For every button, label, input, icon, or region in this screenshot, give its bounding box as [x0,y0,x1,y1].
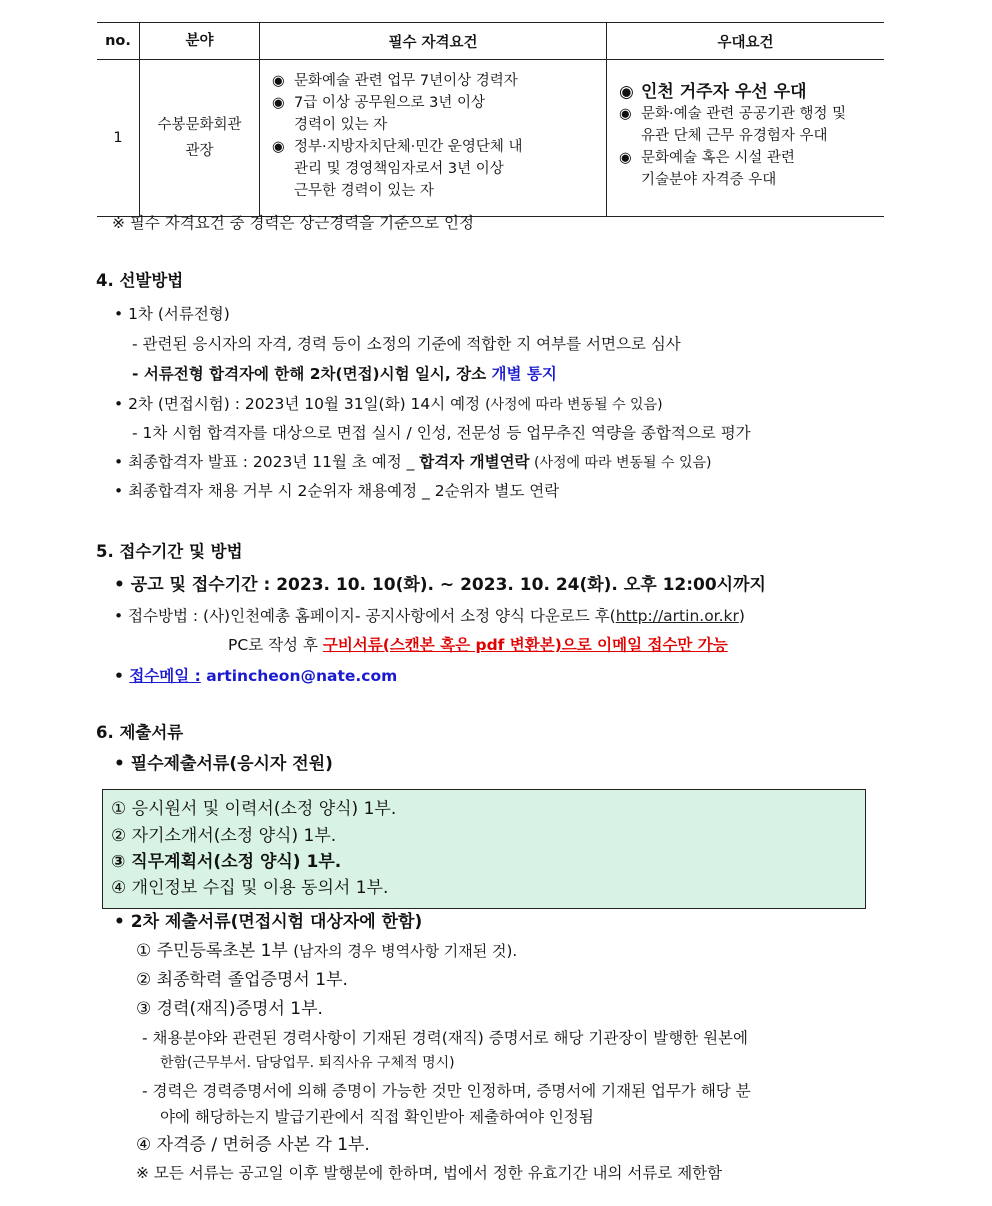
final-contact: 합격자 개별연락 [419,453,530,471]
bullet-icon: ◉ [272,73,285,89]
email-only-notice: 구비서류(스캔본 혹은 pdf 변환본)으로 이메일 접수만 가능 [322,636,728,654]
application-email [114,665,397,687]
preferred-text: 기술분야 자격증 우대 [641,172,777,188]
bullet-icon: ◉ [272,95,285,111]
bullet-icon: ◉ [272,139,285,155]
final-text: • 최종합격자 발표 : 2023년 11월 초 예정 _ [114,453,420,471]
required-doc-1: ① 응시원서 및 이력서(소정 양식) 1부. [111,799,397,819]
required-text: 관리 및 경영책임자로서 3년 이상 [294,161,504,177]
required-text: 경력이 있는 자 [294,117,388,133]
round1-detail-2-text: - 서류전형 합격자에 한해 2차(면접)시험 일시, 장소 [132,365,492,383]
second-doc-3-detail-2b: 야에 해당하는지 발급기관에서 직접 확인받아 제출하여야 인정됨 [160,1108,594,1126]
required-item-2 [272,92,600,136]
header-field: 분야 [140,23,260,60]
required-docs-box [102,789,866,909]
preferred-text: 문화예술 혹은 시설 관련 [641,150,795,166]
required-docs-title: • 필수제출서류(응시자 전원) [114,754,333,774]
second-doc-1-note: (남자의 경우 병역사항 기재된 것). [293,942,518,960]
second-doc-1 [136,940,517,962]
mail-label: 접수메일 : [129,667,201,685]
artin-link[interactable]: http://artin.or.kr [615,607,739,625]
cell-no: 1 [97,60,140,217]
required-doc-3: ③ 직무계획서(소정 양식) 1부. [111,852,342,872]
required-text: 문화예술 관련 업무 7년이상 경력자 [294,73,518,89]
preferred-item-2 [619,103,878,147]
cell-required [260,60,607,217]
field-line1: 수봉문화회관 [157,117,242,133]
required-item-1 [272,70,600,92]
required-doc-2: ② 자기소개서(소정 양식) 1부. [111,826,337,846]
header-required: 필수 자격요건 [260,23,607,60]
round2-detail: - 1차 시험 합격자를 대상으로 면접 실시 / 인성, 전문성 등 업무추진 역량을 종합적으로 평가 [132,424,751,442]
table-row [97,60,884,217]
required-text: 7급 이상 공무원으로 3년 이상 [294,95,485,111]
second-doc-3-detail-2: - 경력은 경력증명서에 의해 증명이 가능한 것만 인정하며, 증명서에 기재된 업무가 해당 분 [142,1082,751,1100]
qualification-table [97,22,884,217]
second-docs-title: • 2차 제출서류(면접시험 대상자에 한함) [114,912,423,932]
table-note: ※ 필수 자격요건 중 경력은 상근경력을 기준으로 인정 [112,214,474,232]
cell-preferred [607,60,885,217]
application-method [114,605,745,627]
method-text: • 접수방법 : (사)인천예총 홈페이지- 공지사항에서 소정 양식 다운로드 후( [114,607,616,625]
field-line2: 관장 [185,143,214,159]
table-header-row [97,23,884,60]
individual-notice: 개별 통지 [491,365,557,383]
final-note: (사정에 따라 변동될 수 있음) [529,455,712,471]
application-period: • 공고 및 접수기간 : 2023. 10. 10(화). ~ 2023. 10. 24(화). 오후 12:00시까지 [114,575,766,595]
method2-text: PC로 작성 후 [228,636,323,654]
bullet-icon: ◉ [619,82,634,102]
section4-title: 4. 선발방법 [96,271,184,290]
required-text: 정부·지방자치단체·민간 운영단체 내 [294,139,523,155]
preferred-text: 문화·예술 관련 공공기관 행정 및 [641,106,847,122]
preferred-text: 유관 단체 근무 유경험자 우대 [641,128,828,144]
round1-detail-1: - 관련된 응시자의 자격, 경력 등이 소정의 기준에 적합한 지 여부를 서면으로 심사 [132,335,681,353]
header-preferred: 우대요건 [607,23,885,60]
round2-title [114,393,663,416]
preferred-item-1 [619,81,878,103]
section6-title: 6. 제출서류 [96,723,184,742]
bullet-icon: ◉ [619,106,632,122]
final-announcement [114,451,711,474]
cell-field [140,60,260,217]
mail-address[interactable]: artincheon@nate.com [200,667,398,685]
mail-bullet: • [114,667,130,685]
round1-detail-2 [132,363,557,385]
application-method-2 [228,634,728,656]
section5-title: 5. 접수기간 및 방법 [96,542,243,561]
bullet-icon: ◉ [619,150,632,166]
second-doc-3-detail-1: - 채용분야와 관련된 경력사항이 기재된 경력(재직) 증명서로 해당 기관장이 발행한 원본에 [142,1029,748,1047]
header-no: no. [97,23,140,60]
round2-text: • 2차 (면접시험) : 2023년 10월 31일(화) 14시 예정 [114,395,486,413]
second-doc-2: ② 최종학력 졸업증명서 1부. [136,970,348,990]
required-doc-4: ④ 개인정보 수집 및 이용 동의서 1부. [111,878,389,898]
round2-note: (사정에 따라 변동될 수 있음) [485,397,663,413]
required-text: 근무한 경력이 있는 자 [294,183,434,199]
method-text-end: ) [738,607,745,625]
preferred-text: 인천 거주자 우선 우대 [641,82,807,102]
documents-note: ※ 모든 서류는 공고일 이후 발행분에 한하며, 법에서 정한 유효기간 내의 서류로 제한함 [136,1164,723,1182]
required-item-3 [272,136,600,202]
preferred-item-3 [619,147,878,191]
round1-title: • 1차 (서류전형) [114,305,230,323]
refuse-note: • 최종합격자 채용 거부 시 2순위자 채용예정 _ 2순위자 별도 연락 [114,482,560,500]
second-doc-4: ④ 자격증 / 면허증 사본 각 1부. [136,1135,370,1155]
second-doc-3-detail-1b: 한함(근무부서. 담당업무. 퇴직사유 구체적 명시) [160,1055,455,1071]
second-doc-1-text: ① 주민등록초본 1부 [136,941,294,961]
second-doc-3: ③ 경력(재직)증명서 1부. [136,999,323,1019]
